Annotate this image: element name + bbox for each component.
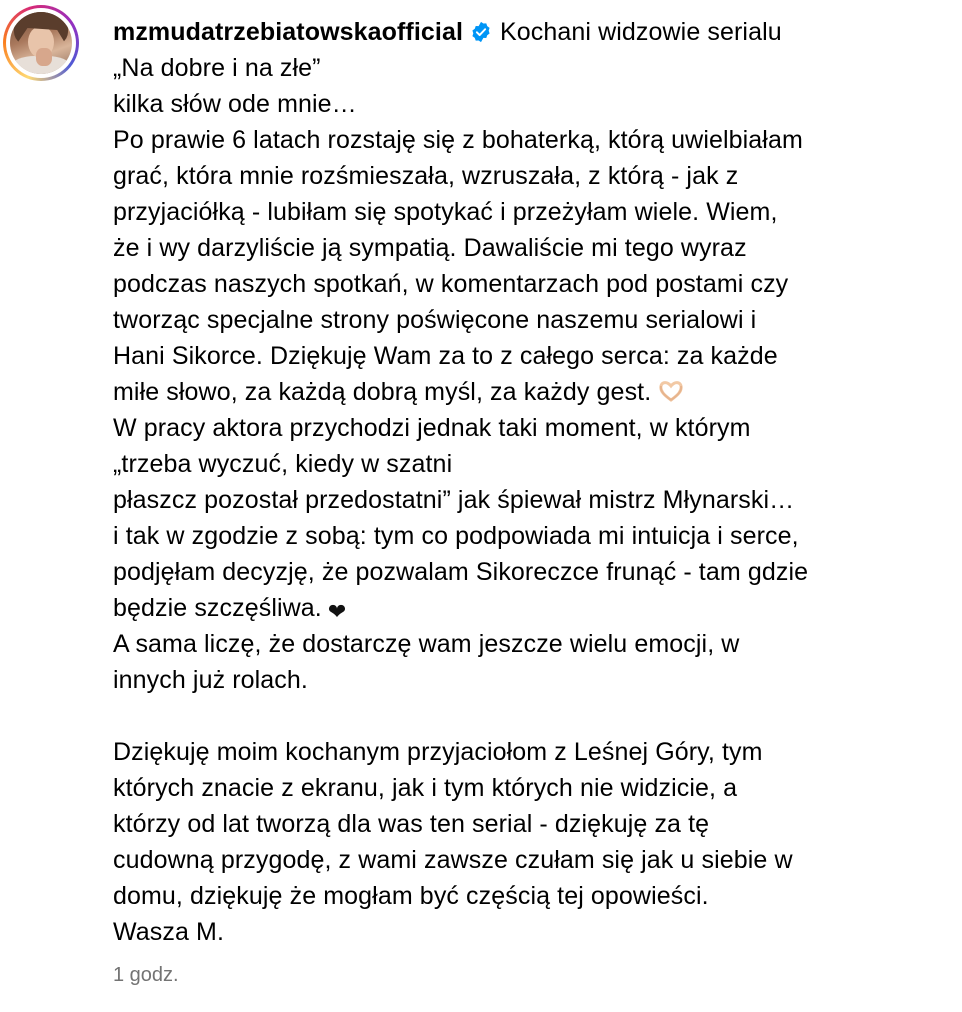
caption-line-with-emoji <box>113 590 958 626</box>
caption-line: Po prawie 6 latach rozstaję się z bohaterką, którą uwielbiałam <box>113 126 803 154</box>
caption-line: „Na dobre i na złe” <box>113 54 321 82</box>
caption-text <box>113 14 958 950</box>
caption-line: domu, dziękuję że mogłam być częścią tej opowieści. <box>113 882 709 910</box>
caption-line: „trzeba wyczuć, kiedy w szatni <box>113 450 453 478</box>
caption-line: grać, która mnie rozśmieszała, wzruszała, z którą - jak z <box>113 162 739 190</box>
caption-blank-line <box>113 698 958 734</box>
caption-line: Hani Sikorce. Dziękuję Wam za to z całego serca: za każde <box>113 342 778 370</box>
caption-line: W pracy aktora przychodzi jednak taki moment, w którym <box>113 414 751 442</box>
verified-badge-icon <box>470 21 492 43</box>
heart-emoji-icon: ❤ <box>327 600 347 625</box>
caption-line: cudowną przygodę, z wami zawsze czułam się jak u siebie w <box>113 846 793 874</box>
caption-line: Wasza M. <box>113 918 224 946</box>
caption-line: że i wy darzyliście ją sympatią. Dawaliście mi tego wyraz <box>113 234 747 262</box>
caption-line: Dziękuję moim kochanym przyjaciołom z Leśnej Góry, tym <box>113 738 763 766</box>
caption-line: A sama liczę, że dostarczę wam jeszcze wielu emocji, w <box>113 630 740 658</box>
caption-line: podjęłam decyzję, że pozwalam Sikoreczce frunąć - tam gdzie <box>113 558 809 586</box>
caption-line-header <box>113 14 958 50</box>
caption-line-with-emoji <box>113 374 958 410</box>
username-link[interactable]: mzmudatrzebiatowskaofficial <box>113 18 464 46</box>
profile-avatar-story-ring[interactable] <box>3 5 79 81</box>
caption-line: podczas naszych spotkań, w komentarzach pod postami czy <box>113 270 789 298</box>
caption-line: innych już rolach. <box>113 666 308 694</box>
caption-line: będzie szczęśliwa. <box>113 594 322 622</box>
caption-line: którzy od lat tworzą dla was ten serial - dziękuję za tę <box>113 810 710 838</box>
caption-line: płaszcz pozostał przedostatni” jak śpiewał mistrz Młynarski… <box>113 486 795 514</box>
caption-line: miłe słowo, za każdą dobrą myśl, za każdy gest. <box>113 378 652 406</box>
caption-line: tworząc specjalne strony poświęcone naszemu serialowi i <box>113 306 757 334</box>
heart-hands-emoji-icon <box>657 379 685 403</box>
caption-first-line: Kochani widzowie serialu <box>500 18 782 46</box>
caption-line: przyjaciółką - lubiłam się spotykać i przeżyłam wiele. Wiem, <box>113 198 778 226</box>
caption-line: których znacie z ekranu, jak i tym których nie widzicie, a <box>113 774 738 802</box>
post-timestamp[interactable]: 1 godz. <box>113 964 179 986</box>
caption-line: i tak w zgodzie z sobą: tym co podpowiada mi intuicja i serce, <box>113 522 799 550</box>
avatar[interactable] <box>10 12 72 74</box>
caption-line: kilka słów ode mnie… <box>113 90 357 118</box>
